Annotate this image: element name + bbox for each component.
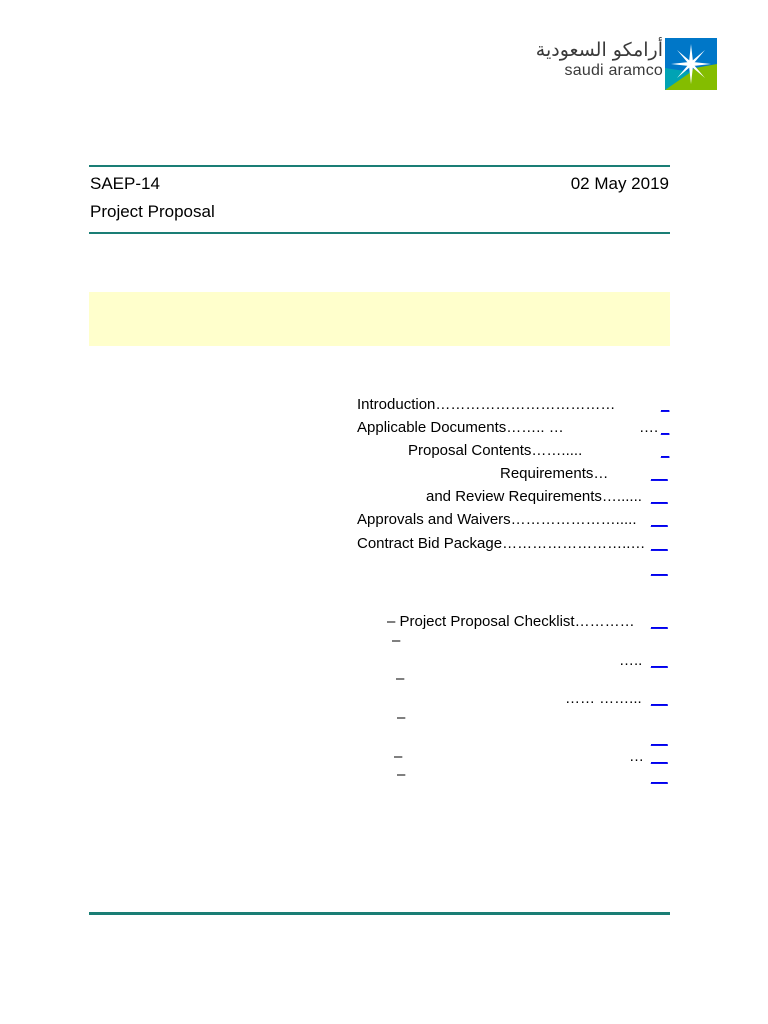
toc-item-appendix-dash: – (394, 748, 403, 765)
toc-link-blank[interactable]: __ (651, 560, 668, 577)
toc-item-appendix-dash: – (392, 632, 401, 649)
toc-link-appendix[interactable]: __ (651, 730, 668, 747)
toc-item-proposal-contents: Proposal Contents……..... (408, 442, 583, 459)
toc-link-applicable-documents[interactable]: _ (661, 419, 670, 436)
logo-arabic-text: أرامكو السعودية (535, 39, 663, 61)
toc-link-appendix[interactable]: __ (651, 652, 668, 669)
toc-item-approvals-and-waivers: Approvals and Waivers…………………..... (357, 511, 637, 528)
toc-dots: … (629, 748, 644, 765)
toc-link-introduction[interactable]: _ (661, 396, 670, 413)
logo-wordmark (535, 38, 663, 80)
document-date: 02 May 2019 (570, 174, 669, 193)
toc-item-appendix-dash: – (397, 766, 406, 783)
toc-link-project-proposal-checklist[interactable]: __ (651, 613, 668, 630)
footer-rule (89, 912, 670, 915)
toc-item-introduction: Introduction……………………………… (357, 396, 616, 413)
toc-link-appendix[interactable]: __ (651, 690, 668, 707)
toc-dots: ….. (619, 652, 643, 669)
toc-link-proposal-contents[interactable]: _ (661, 442, 670, 459)
toc-link-requirements[interactable]: __ (651, 465, 668, 482)
document-number: SAEP-14 (90, 174, 160, 193)
header-top-rule (89, 165, 670, 167)
toc-item-requirements: Requirements… (500, 465, 609, 482)
toc-item-appendix-dash: – (397, 709, 406, 726)
toc-link-review-requirements[interactable]: __ (651, 488, 668, 505)
toc-item-appendix-dash: – (396, 670, 405, 687)
toc-item-contract-bid-package: Contract Bid Package……………………..… (357, 535, 646, 552)
logo-english-text: saudi aramco (564, 62, 663, 79)
aramco-star-icon (665, 38, 717, 90)
toc-link-appendix[interactable]: __ (651, 768, 668, 785)
toc-item-review-requirements: and Review Requirements…...... (426, 488, 642, 505)
toc-link-approvals-and-waivers[interactable]: __ (651, 511, 668, 528)
header-bottom-rule (89, 232, 670, 234)
toc-dots: …… ……... (565, 690, 642, 707)
toc-link-appendix[interactable]: __ (651, 748, 668, 765)
document-title: Project Proposal (90, 202, 215, 221)
saudi-aramco-logo (535, 38, 717, 92)
highlight-banner (89, 292, 670, 346)
toc-item-project-proposal-checklist: – Project Proposal Checklist………… (387, 613, 635, 630)
toc-item-applicable-documents: Applicable Documents…….. … (357, 419, 564, 436)
toc-link-contract-bid-package[interactable]: __ (651, 535, 668, 552)
toc-dots: …. (639, 419, 659, 436)
